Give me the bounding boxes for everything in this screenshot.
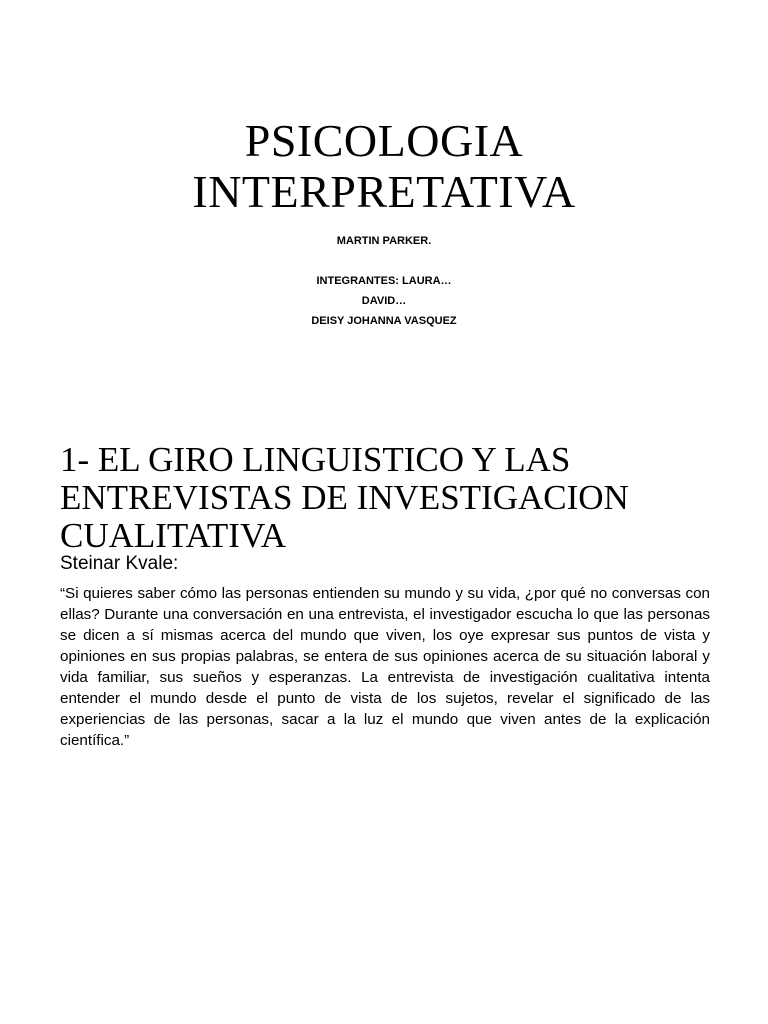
members-line-3: DEISY JOHANNA VASQUEZ	[311, 315, 457, 327]
members-line-1: INTEGRANTES: LAURA…	[316, 275, 452, 287]
document-title-line-2: INTERPRETATIVA	[192, 166, 576, 217]
quote-author: Steinar Kvale:	[60, 553, 179, 574]
section-heading-line-2: ENTREVISTAS DE INVESTIGACION	[60, 478, 629, 517]
members-line-2: DAVID…	[361, 295, 407, 307]
quote-paragraph: “Si quieres saber cómo las personas entienden su mundo y su vida, ¿por qué no conversas con ellas? Durante una conversación en una entrevista, el investigador escucha lo que las personas se dicen a sí mismas acerca del mundo que viven, los oye expresar sus puntos de vista y opiniones en sus propias palabras, se entera de sus opiniones acerca de su situación laboral y vida familiar, sus sueños y esperanzas. La entrevista de investigación cualitativa intenta entender el mundo desde el punto de vista de los sujetos, revelar el significado de las experiencias de las personas, sacar a la luz el mundo que viven antes de la explicación científica.”	[60, 585, 710, 749]
author-name: MARTIN PARKER.	[336, 235, 432, 247]
section-heading-line-3: CUALITATIVA	[60, 516, 286, 555]
section-heading-line-1: 1- EL GIRO LINGUISTICO Y LAS	[60, 440, 571, 479]
document-title-line-1: PSICOLOGIA	[244, 115, 524, 166]
